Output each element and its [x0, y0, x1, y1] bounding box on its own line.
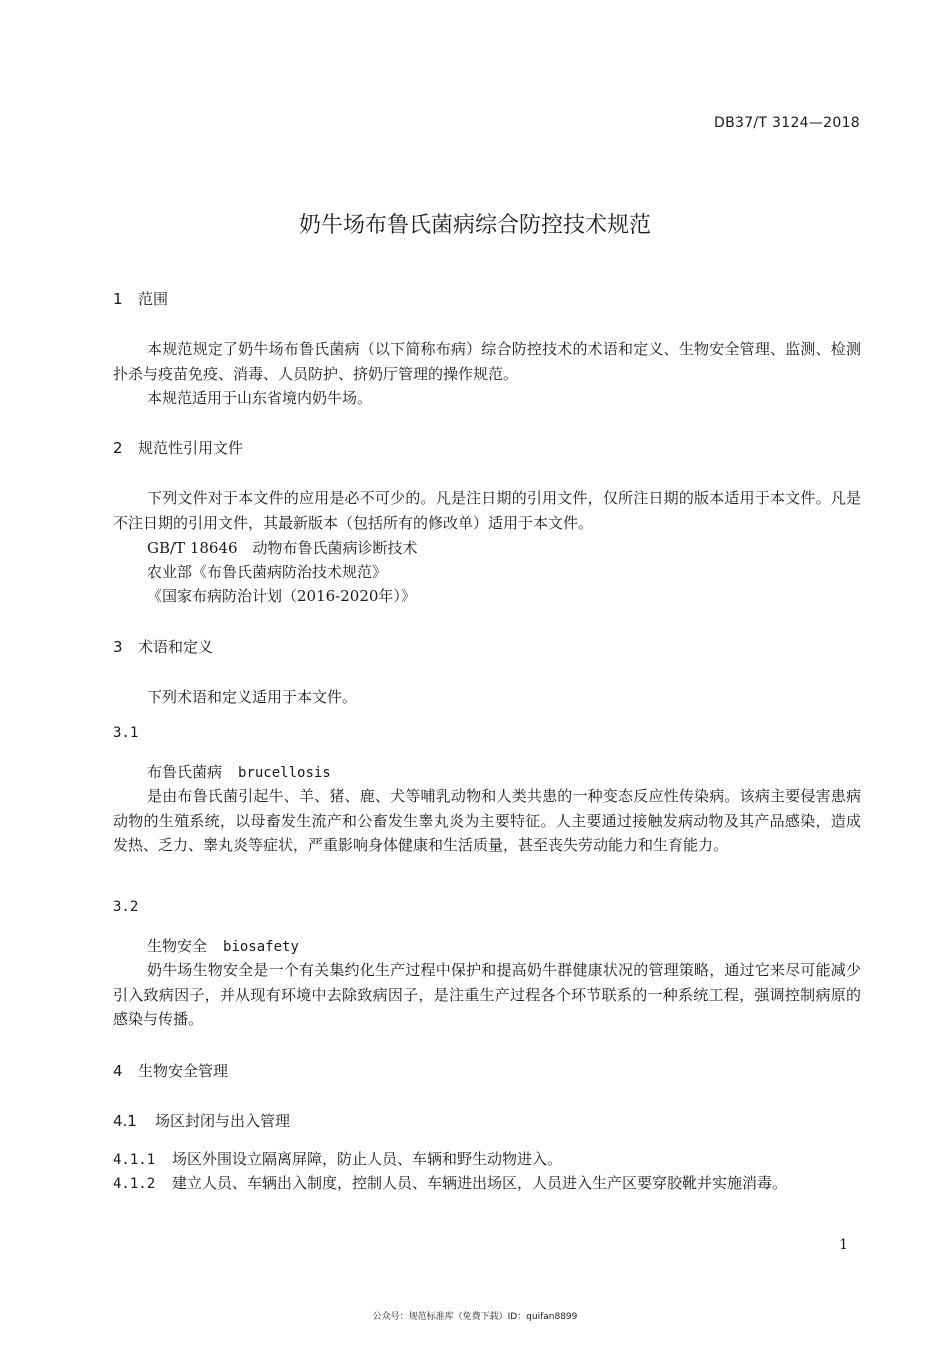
reference-item: 农业部《布鲁氏菌病防治技术规范》 [147, 563, 388, 581]
section-number: 4 [113, 1062, 123, 1080]
reference-item: 《国家布病防治计划（2016-2020年）》 [147, 587, 416, 605]
page-number: 1 [839, 1237, 848, 1253]
clause-text: 场区外围设立隔离屏障，防止人员、车辆和野生动物进入。 [172, 1150, 563, 1168]
section-3-heading [113, 636, 213, 657]
term-number: 3.2 [113, 899, 139, 915]
section-title: 生物安全管理 [138, 1062, 229, 1080]
term-definition [113, 784, 861, 858]
paragraph: 奶牛场生物安全是一个有关集约化生产过程中保护和提高奶牛群健康状况的管理策略，通过它来尽可能减少引入致病因子，并从现有环境中去除致病因子，是注重生产过程各个环节联系的一种系统工程，强调控制病原的感染与传播。 [113, 961, 861, 1028]
term-chinese: 生物安全 [147, 937, 208, 955]
section-title: 范围 [138, 290, 169, 308]
terms-intro: 下列术语和定义适用于本文件。 [147, 688, 358, 706]
section-2-heading [113, 437, 243, 458]
section-number: 1 [113, 290, 123, 308]
paragraph: 下列文件对于本文件的应用是必不可少的。凡是注日期的引用文件，仅所注日期的版本适用于本文件。凡是不注日期的引用文件，其最新版本（包括所有的修改单）适用于本文件。 [113, 489, 861, 532]
footer-watermark-text: 公众号：规范标准库（免费下载）ID：quifan8899 [372, 1312, 578, 1322]
term-english: biosafety [223, 939, 299, 955]
standard-code: DB37/T 3124—2018 [714, 115, 860, 131]
subsection-title: 场区封闭与出入管理 [155, 1112, 291, 1130]
section-2-body [113, 486, 861, 535]
clause-number: 4.1.1 [113, 1152, 156, 1168]
subsection-4-1-heading [113, 1110, 290, 1131]
term-heading [147, 761, 331, 782]
section-4-heading [113, 1060, 228, 1081]
term-number: 3.1 [113, 725, 139, 741]
term-definition [113, 958, 861, 1032]
term-chinese: 布鲁氏菌病 [147, 763, 223, 781]
paragraph: 本规范规定了奶牛场布鲁氏菌病（以下简称布病）综合防控技术的术语和定义、生物安全管理、监测、检测扑杀与疫苗免疫、消毒、人员防护、挤奶厅管理的操作规范。 [113, 340, 861, 383]
clause-4-1-2 [113, 1172, 787, 1193]
term-heading [147, 935, 299, 956]
clause-number: 4.1.2 [113, 1176, 156, 1192]
clause-4-1-1 [113, 1148, 562, 1169]
clause-text: 建立人员、车辆出入制度，控制人员、车辆进出场区，人员进入生产区要穿胶靴并实施消毒。 [172, 1174, 788, 1192]
reference-item: GB/T 18646 动物布鲁氏菌病诊断技术 [147, 539, 418, 557]
document-title: 奶牛场布鲁氏菌病综合防控技术规范 [298, 213, 651, 238]
section-title: 术语和定义 [138, 638, 214, 656]
paragraph: 本规范适用于山东省境内奶牛场。 [147, 389, 373, 407]
section-1-heading [113, 288, 168, 309]
section-title: 规范性引用文件 [138, 439, 244, 457]
paragraph: 是由布鲁氏菌引起牛、羊、猪、鹿、犬等哺乳动物和人类共患的一种变态反应性传染病。该病主要侵害患病动物的生殖系统，以母畜发生流产和公畜发生睾丸炎为主要特征。人主要通过接触发病动物及其产品感染，造成发热、乏力、睾丸炎等症状，严重影响身体健康和生活质量，甚至丧失劳动能力和生育能力。 [113, 787, 861, 854]
section-1-body [113, 337, 861, 411]
term-english: brucellosis [238, 765, 331, 781]
subsection-number: 4.1 [113, 1112, 137, 1130]
section-number: 3 [113, 638, 123, 656]
section-number: 2 [113, 439, 123, 457]
